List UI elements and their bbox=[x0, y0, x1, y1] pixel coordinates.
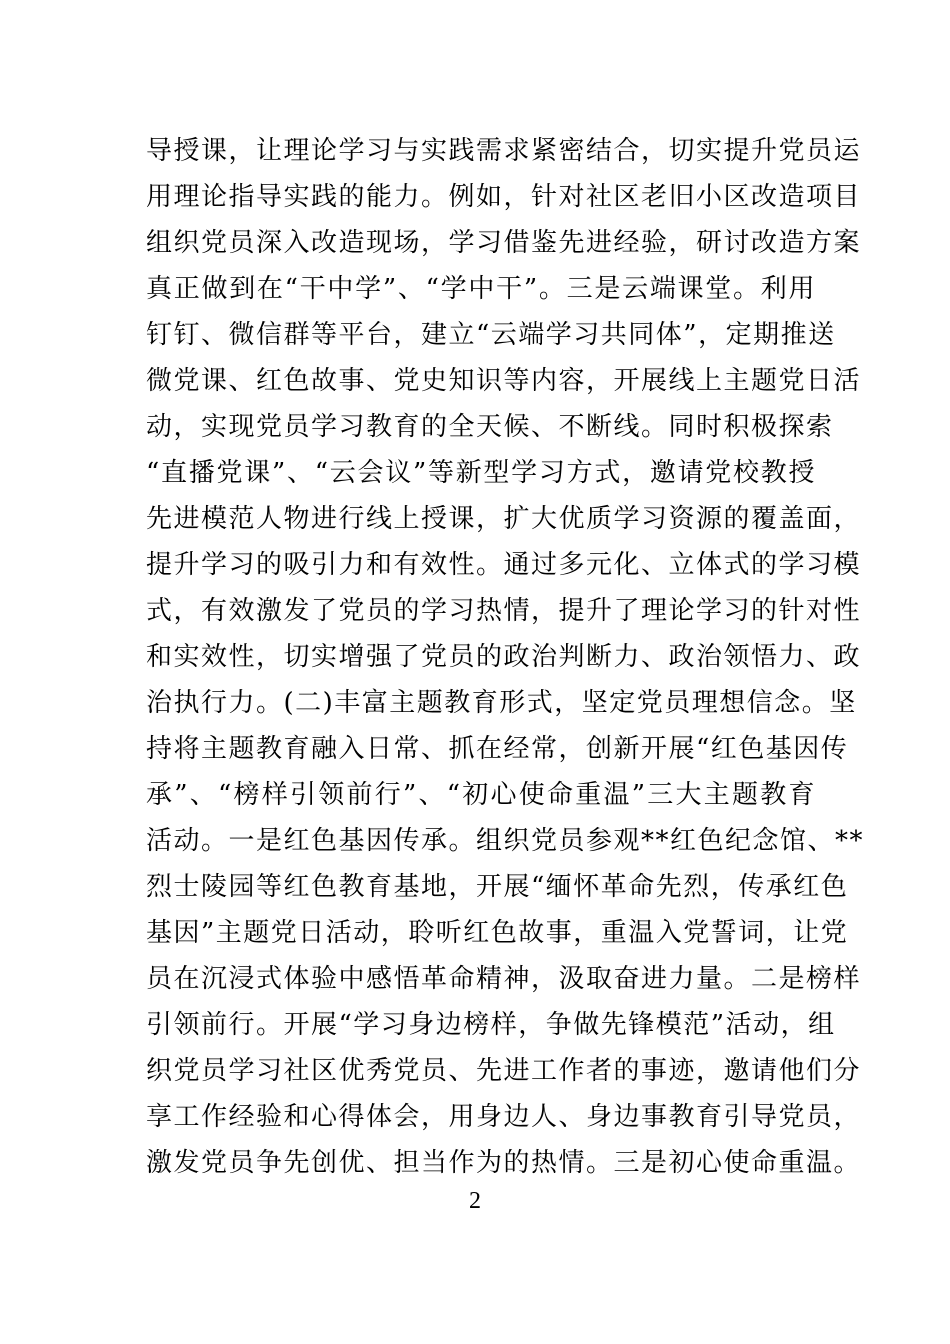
text-line: 组织党员深入改造现场，学习借鉴先进经验，研讨改造方案 bbox=[146, 228, 862, 258]
text-line: 和实效性，切实增强了党员的政治判断力、政治领悟力、政 bbox=[146, 642, 862, 672]
text-line: 导授课，让理论学习与实践需求紧密结合，切实提升党员运 bbox=[146, 136, 862, 166]
text-line: 式，有效激发了党员的学习热情，提升了理论学习的针对性 bbox=[146, 596, 862, 626]
text-line: 承”、“榜样引领前行”、“初心使命重温”三大主题教育 bbox=[146, 780, 816, 810]
text-line: 持将主题教育融入日常、抓在经常，创新开展“红色基因传 bbox=[146, 734, 849, 764]
text-line: 烈士陵园等红色教育基地，开展“缅怀革命先烈，传承红色 bbox=[146, 872, 849, 902]
text-line: 活动。一是红色基因传承。组织党员参观**红色纪念馆、** bbox=[146, 826, 865, 856]
text-line: 先进模范人物进行线上授课，扩大优质学习资源的覆盖面， bbox=[146, 504, 862, 534]
text-line: 引领前行。开展“学习身边榜样，争做先锋模范”活动，组 bbox=[146, 1010, 836, 1040]
text-line: 微党课、红色故事、党史知识等内容，开展线上主题党日活 bbox=[146, 366, 862, 396]
text-line: 提升学习的吸引力和有效性。通过多元化、立体式的学习模 bbox=[146, 550, 862, 580]
text-line: 基因”主题党日活动，聆听红色故事，重温入党誓词，让党 bbox=[146, 918, 849, 948]
body-text bbox=[146, 128, 865, 1186]
text-line: 用理论指导实践的能力。例如，针对社区老旧小区改造项目 bbox=[146, 182, 862, 212]
text-line: 享工作经验和心得体会，用身边人、身边事教育引导党员， bbox=[146, 1102, 862, 1132]
text-line: 动，实现党员学习教育的全天候、不断线。同时积极探索 bbox=[146, 412, 834, 442]
text-line: 治执行力。(二)丰富主题教育形式，坚定党员理想信念。坚 bbox=[146, 688, 857, 718]
text-line: 激发党员争先创优、担当作为的热情。三是初心使命重温。 bbox=[146, 1148, 862, 1178]
text-line: “直播党课”、“云会议”等新型学习方式，邀请党校教授 bbox=[146, 458, 816, 488]
page-number: 2 bbox=[469, 1188, 481, 1214]
text-line: 真正做到在“干中学”、“学中干”。三是云端课堂。利用 bbox=[146, 274, 816, 304]
text-line: 钉钉、微信群等平台，建立“云端学习共同体”，定期推送 bbox=[146, 320, 836, 350]
text-line: 员在沉浸式体验中感悟革命精神，汲取奋进力量。二是榜样 bbox=[146, 964, 862, 994]
text-line: 织党员学习社区优秀党员、先进工作者的事迹，邀请他们分 bbox=[146, 1056, 862, 1086]
